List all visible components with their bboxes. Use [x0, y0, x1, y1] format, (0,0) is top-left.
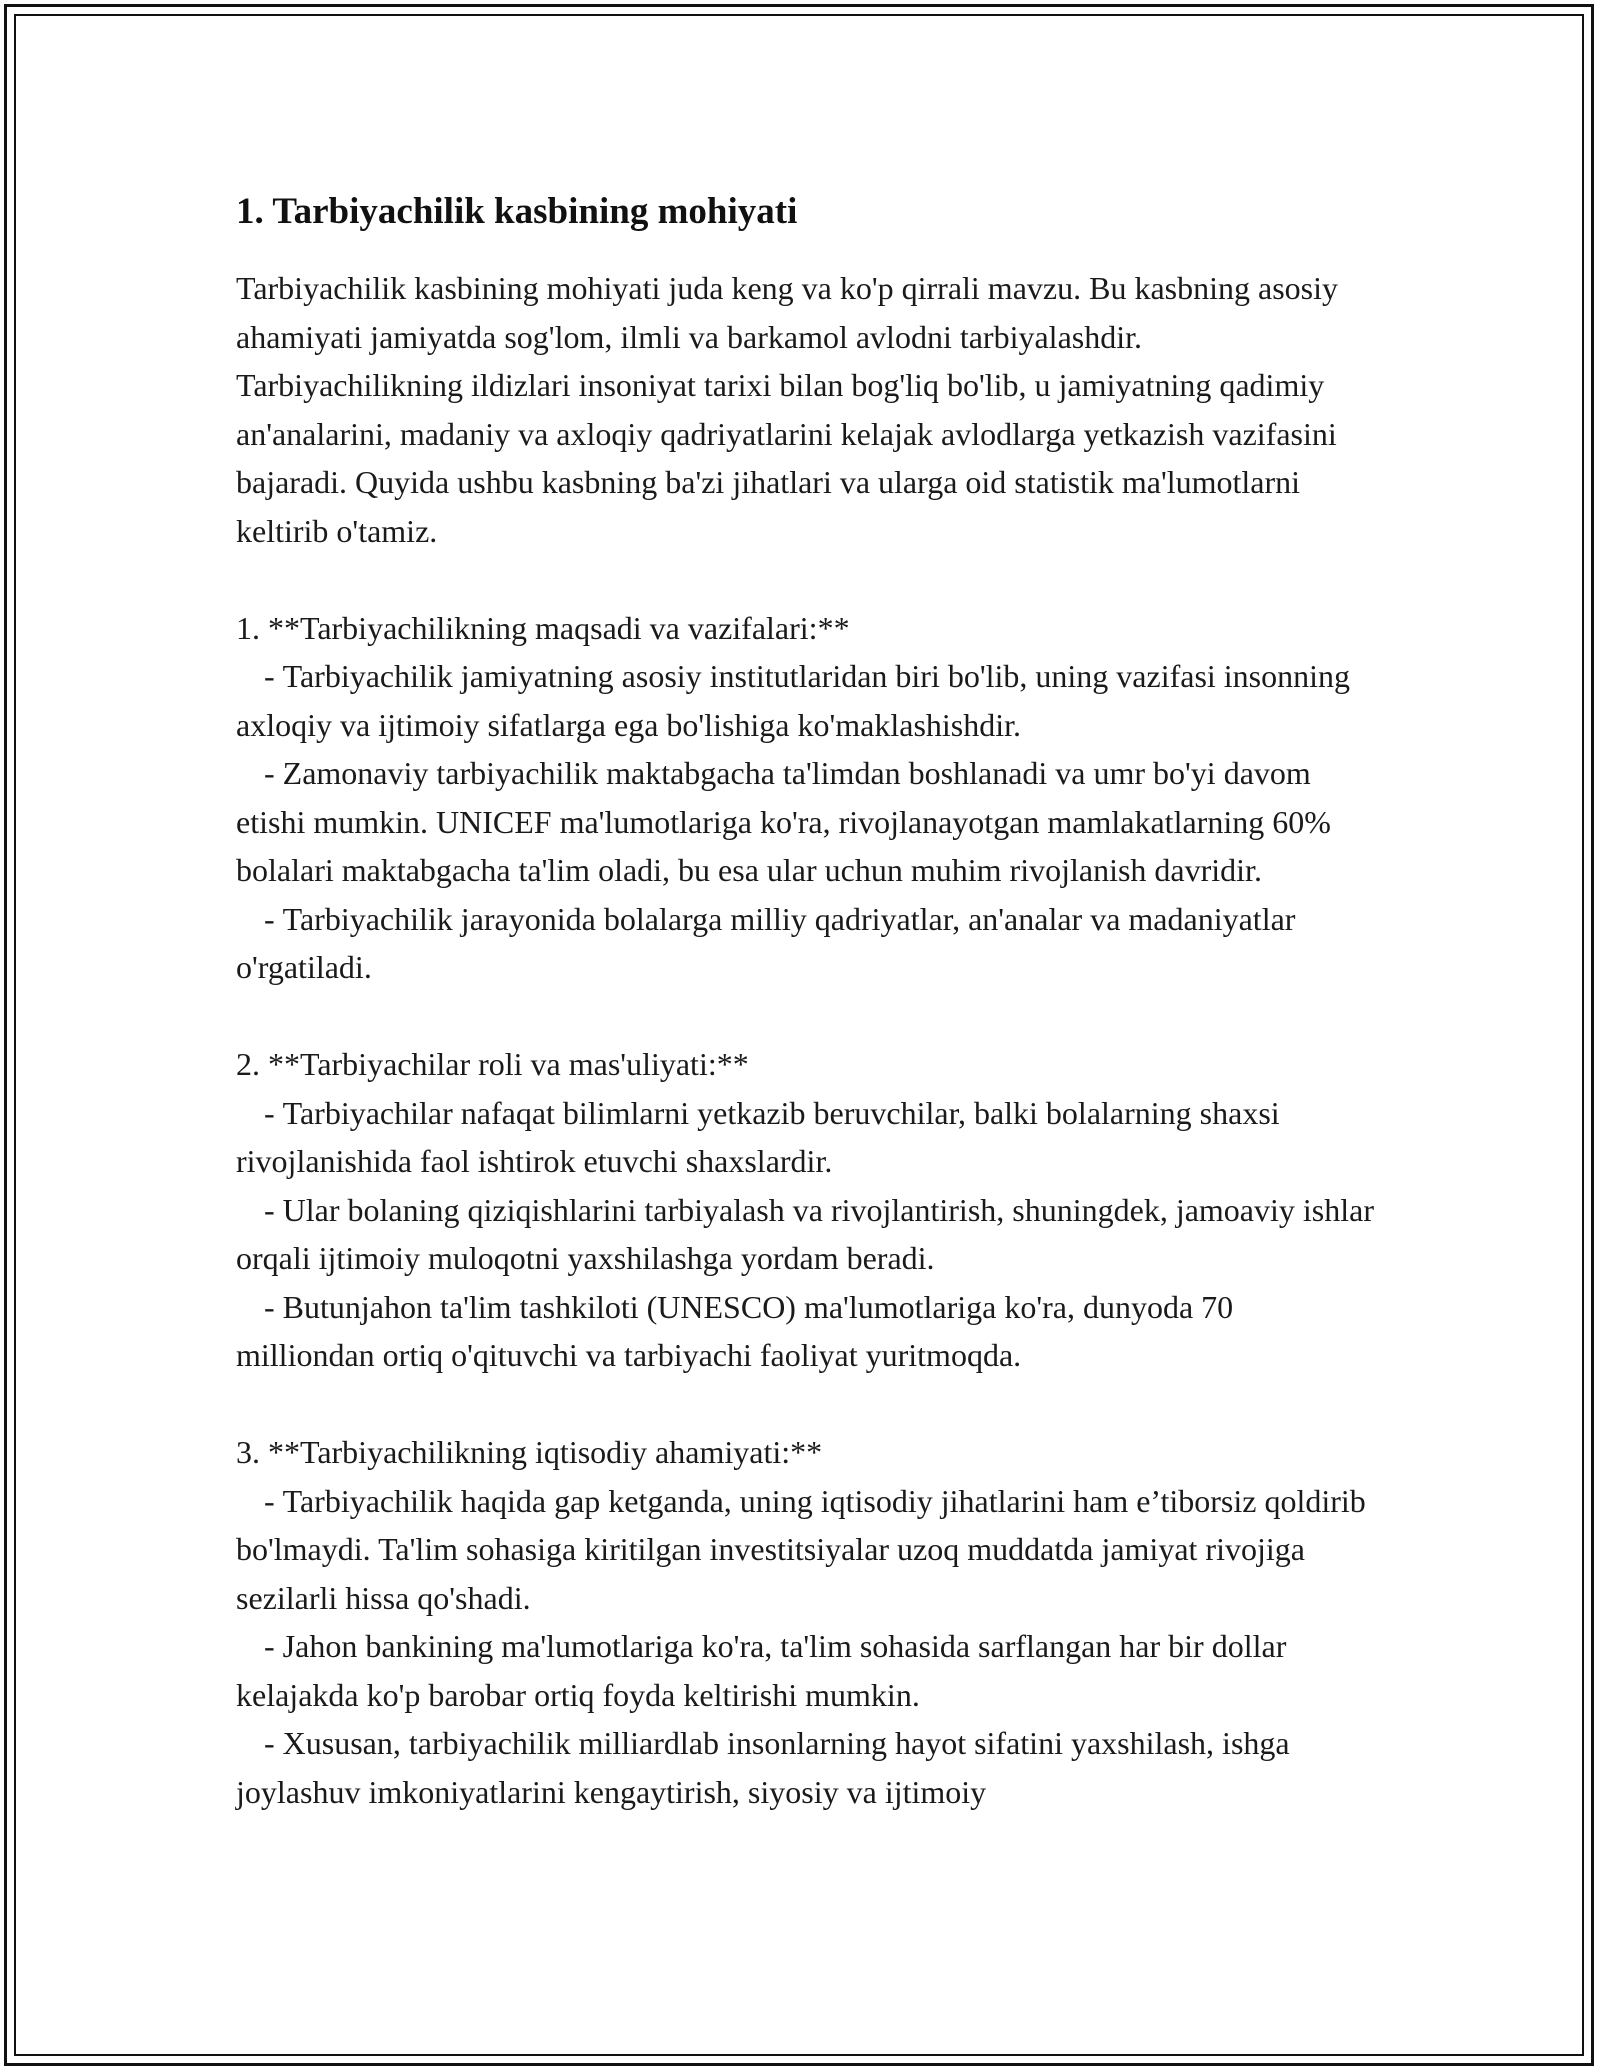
bullet-text: Ular bolaning qiziqishlarini tarbiyalash va rivojlantirish, shuningdek, jamoaviy ishlar orqali ijtimoiy muloqotni yaxshilashga yordam beradi. [236, 1191, 1374, 1276]
section-title: 2. **Tarbiyachilar roli va mas'uliyati:** [236, 1046, 749, 1082]
bullet-item [236, 652, 1376, 749]
bullet-item [236, 1089, 1376, 1186]
bullet-text: Zamonaviy tarbiyachilik maktabgacha ta'limdan boshlanadi va umr bo'yi davom etishi mumkin. UNICEF ma'lumotlariga ko'ra, rivojlanayotgan mamlakatlarning 60% bolalari maktabgacha ta'lim oladi, bu esa ular uchun muhim rivojlanish davridir. [236, 755, 1331, 888]
bullet-marker: - [264, 1094, 275, 1131]
bullet-marker: - [264, 755, 275, 791]
bullet-marker: - [264, 658, 275, 694]
section-title: 3. **Tarbiyachilikning iqtisodiy ahamiyati:** [236, 1434, 823, 1470]
intro-paragraph: Tarbiyachilik kasbining mohiyati juda keng va ko'p qirrali mavzu. Bu kasbning asosiy ahamiyati jamiyatda sog'lom, ilmli va barkamol avlodni tarbiyalashdir. Tarbiyachilikning ildizlari insoniyat tarixi bilan bog'liq bo'lib, u jamiyatning qadimiy an'analarini, madaniy va axloqiy qadriyatlarini kelajak avlodlarga yetkazish vazifasini bajaradi. Quyida ushbu kasbning ba'zi jihatlari va ularga oid statistik ma'lumotlarni keltirib o'tamiz. [236, 270, 1338, 549]
document-heading: 1. Tarbiyachilik kasbining mohiyati [236, 191, 798, 232]
bullet-marker: - [264, 1191, 275, 1228]
bullet-marker: - [264, 1288, 275, 1325]
bullet-text: Jahon bankining ma'lumotlariga ko'ra, ta'lim sohasida sarflangan har bir dollar kelajakda ko'p barobar ortiq foyda keltirishi mumkin. [236, 1628, 1287, 1713]
section-1 [236, 604, 1376, 992]
bullet-item [236, 1186, 1376, 1283]
bullet-item [236, 895, 1376, 992]
bullet-marker: - [264, 1482, 275, 1519]
bullet-marker: - [264, 900, 275, 937]
document-body [236, 188, 1376, 1865]
bullet-marker: - [264, 1725, 275, 1761]
bullet-marker: - [264, 1628, 275, 1664]
bullet-text: Tarbiyachilik jamiyatning asosiy institutlaridan biri bo'lib, uning vazifasi insonning axloqiy va ijtimoiy sifatlarga ega bo'lishiga ko'maklashishdir. [236, 658, 1351, 743]
section-2 [236, 1040, 1376, 1380]
bullet-item [236, 1477, 1376, 1623]
bullet-text: Xususan, tarbiyachilik milliardlab insonlarning hayot sifatini yaxshilash, ishga joylashuv imkoniyatlarini kengaytirish, siyosiy va ijtimoiy [236, 1725, 1290, 1810]
bullet-text: Butunjahon ta'lim tashkiloti (UNESCO) ma'lumotlariga ko'ra, dunyoda 70 milliondan ortiq o'qituvchi va tarbiyachi faoliyat yuritmoqda. [236, 1288, 1234, 1373]
section-title: 1. **Tarbiyachilikning maqsadi va vazifalari:** [236, 609, 850, 646]
section-3 [236, 1428, 1376, 1816]
bullet-item [236, 1283, 1376, 1380]
bullet-text: Tarbiyachilik jarayonida bolalarga milliy qadriyatlar, an'analar va madaniyatlar o'rgatiladi. [236, 900, 1296, 985]
bullet-text: Tarbiyachilik haqida gap ketganda, uning iqtisodiy jihatlarini ham e’tiborsiz qoldirib bo'lmaydi. Ta'lim sohasiga kiritilgan investitsiyalar uzoq muddatda jamiyat rivojiga sezilarli hissa qo'shadi. [236, 1482, 1366, 1616]
bullet-text: Tarbiyachilar nafaqat bilimlarni yetkazib beruvchilar, balki bolalarning shaxsi rivojlanishida faol ishtirok etuvchi shaxslardir. [236, 1094, 1280, 1179]
bullet-item [236, 1622, 1376, 1719]
bullet-item [236, 749, 1376, 895]
bullet-item [236, 1719, 1376, 1816]
